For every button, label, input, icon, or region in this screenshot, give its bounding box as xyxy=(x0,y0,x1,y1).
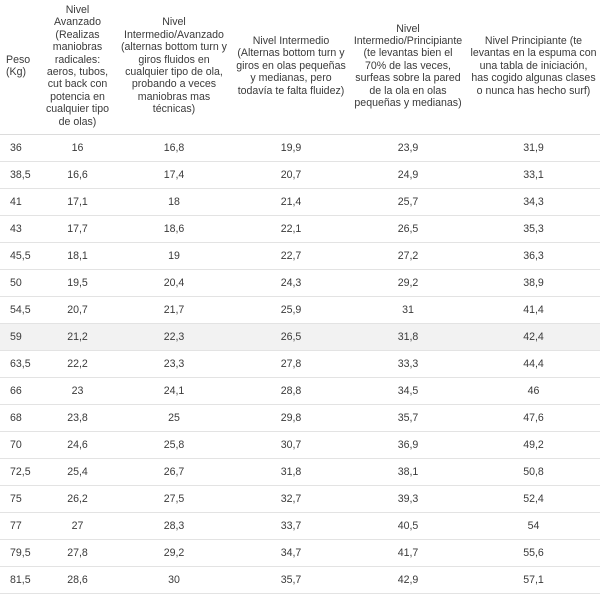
cell-intermedio-avanzado: 17,4 xyxy=(115,162,233,189)
cell-peso: 54,5 xyxy=(0,297,40,324)
cell-peso: 50 xyxy=(0,270,40,297)
cell-avanzado: 16,6 xyxy=(40,162,115,189)
cell-principiante: 46 xyxy=(467,378,600,405)
header-nivel-principiante: Nivel Principiante (te levantas en la espuma con una tabla de iniciación, has cogido algunas clases o nunca has hecho surf) xyxy=(467,0,600,135)
cell-intermedio-principiante: 42,9 xyxy=(349,567,467,594)
cell-peso: 75 xyxy=(0,486,40,513)
cell-intermedio-avanzado: 16,8 xyxy=(115,135,233,162)
cell-intermedio-principiante: 27,2 xyxy=(349,243,467,270)
header-nivel-intermedio: Nivel Intermedio (Alternas bottom turn y giros en olas pequeñas y medianas, pero todavía te falta fluidez) xyxy=(233,0,349,135)
header-nivel-intermedio-principiante: Nivel Intermedio/Principiante (te levantas bien el 70% de las veces, surfeas sobre la pared de la ola en olas pequeñas y medianas) xyxy=(349,0,467,135)
cell-intermedio: 22,7 xyxy=(233,243,349,270)
table-row xyxy=(0,513,600,540)
cell-intermedio-principiante: 34,5 xyxy=(349,378,467,405)
cell-intermedio-avanzado: 18 xyxy=(115,189,233,216)
header-peso: Peso (Kg) xyxy=(0,0,40,135)
cell-peso: 41 xyxy=(0,189,40,216)
header-nivel-avanzado: Nivel Avanzado (Realizas maniobras radicales: aeros, tubos, cut back con potencia en cualquier tipo de olas) xyxy=(40,0,115,135)
cell-intermedio: 19,9 xyxy=(233,135,349,162)
cell-intermedio-principiante: 25,7 xyxy=(349,189,467,216)
cell-peso: 79,5 xyxy=(0,540,40,567)
cell-principiante: 31,9 xyxy=(467,135,600,162)
cell-avanzado: 27,8 xyxy=(40,540,115,567)
cell-peso: 66 xyxy=(0,378,40,405)
cell-intermedio-avanzado: 23,3 xyxy=(115,351,233,378)
cell-principiante: 41,4 xyxy=(467,297,600,324)
header-row xyxy=(0,0,600,135)
cell-intermedio: 20,7 xyxy=(233,162,349,189)
cell-intermedio-avanzado: 25,8 xyxy=(115,432,233,459)
cell-peso: 43 xyxy=(0,216,40,243)
cell-intermedio: 33,7 xyxy=(233,513,349,540)
cell-principiante: 50,8 xyxy=(467,459,600,486)
cell-avanzado: 21,2 xyxy=(40,324,115,351)
cell-peso: 68 xyxy=(0,405,40,432)
cell-intermedio: 30,7 xyxy=(233,432,349,459)
table-header xyxy=(0,0,600,135)
table-row xyxy=(0,567,600,594)
cell-peso: 70 xyxy=(0,432,40,459)
cell-intermedio-principiante: 31 xyxy=(349,297,467,324)
cell-intermedio-principiante: 40,5 xyxy=(349,513,467,540)
cell-intermedio: 24,3 xyxy=(233,270,349,297)
cell-avanzado: 20,7 xyxy=(40,297,115,324)
cell-intermedio: 21,4 xyxy=(233,189,349,216)
cell-intermedio: 26,5 xyxy=(233,324,349,351)
cell-avanzado: 23 xyxy=(40,378,115,405)
cell-intermedio-avanzado: 24,1 xyxy=(115,378,233,405)
cell-peso: 38,5 xyxy=(0,162,40,189)
cell-intermedio-avanzado: 29,2 xyxy=(115,540,233,567)
cell-principiante: 52,4 xyxy=(467,486,600,513)
cell-principiante: 47,6 xyxy=(467,405,600,432)
cell-avanzado: 18,1 xyxy=(40,243,115,270)
cell-peso: 63,5 xyxy=(0,351,40,378)
table-row xyxy=(0,378,600,405)
cell-intermedio-avanzado: 22,3 xyxy=(115,324,233,351)
cell-intermedio: 31,8 xyxy=(233,459,349,486)
cell-intermedio-avanzado: 18,6 xyxy=(115,216,233,243)
cell-principiante: 33,1 xyxy=(467,162,600,189)
cell-intermedio: 35,7 xyxy=(233,567,349,594)
table-row xyxy=(0,459,600,486)
cell-avanzado: 17,1 xyxy=(40,189,115,216)
cell-intermedio-principiante: 39,3 xyxy=(349,486,467,513)
cell-intermedio: 34,7 xyxy=(233,540,349,567)
cell-intermedio-principiante: 35,7 xyxy=(349,405,467,432)
table-row xyxy=(0,324,600,351)
cell-avanzado: 16 xyxy=(40,135,115,162)
table-row xyxy=(0,351,600,378)
table-row xyxy=(0,243,600,270)
cell-intermedio-principiante: 29,2 xyxy=(349,270,467,297)
cell-principiante: 55,6 xyxy=(467,540,600,567)
header-nivel-intermedio-avanzado: Nivel Intermedio/Avanzado (alternas bottom turn y giros fluidos en cualquier tipo de ola, probando a veces maniobras mas técnicas) xyxy=(115,0,233,135)
cell-principiante: 34,3 xyxy=(467,189,600,216)
table-row xyxy=(0,486,600,513)
table-row xyxy=(0,162,600,189)
cell-intermedio-principiante: 41,7 xyxy=(349,540,467,567)
table-row xyxy=(0,432,600,459)
cell-intermedio-avanzado: 30 xyxy=(115,567,233,594)
cell-avanzado: 26,2 xyxy=(40,486,115,513)
cell-intermedio-principiante: 38,1 xyxy=(349,459,467,486)
cell-peso: 45,5 xyxy=(0,243,40,270)
cell-intermedio: 22,1 xyxy=(233,216,349,243)
cell-peso: 59 xyxy=(0,324,40,351)
table-row xyxy=(0,297,600,324)
cell-principiante: 54 xyxy=(467,513,600,540)
cell-intermedio-avanzado: 19 xyxy=(115,243,233,270)
cell-principiante: 42,4 xyxy=(467,324,600,351)
cell-intermedio-avanzado: 27,5 xyxy=(115,486,233,513)
cell-peso: 81,5 xyxy=(0,567,40,594)
cell-principiante: 35,3 xyxy=(467,216,600,243)
cell-intermedio-avanzado: 25 xyxy=(115,405,233,432)
cell-intermedio-avanzado: 20,4 xyxy=(115,270,233,297)
cell-avanzado: 22,2 xyxy=(40,351,115,378)
cell-principiante: 36,3 xyxy=(467,243,600,270)
cell-intermedio-avanzado: 28,3 xyxy=(115,513,233,540)
table-row xyxy=(0,270,600,297)
cell-intermedio-principiante: 26,5 xyxy=(349,216,467,243)
cell-intermedio-avanzado: 21,7 xyxy=(115,297,233,324)
cell-principiante: 49,2 xyxy=(467,432,600,459)
cell-principiante: 57,1 xyxy=(467,567,600,594)
cell-intermedio: 28,8 xyxy=(233,378,349,405)
cell-intermedio: 27,8 xyxy=(233,351,349,378)
cell-intermedio: 29,8 xyxy=(233,405,349,432)
cell-intermedio: 25,9 xyxy=(233,297,349,324)
cell-intermedio-principiante: 31,8 xyxy=(349,324,467,351)
table-row xyxy=(0,189,600,216)
cell-avanzado: 25,4 xyxy=(40,459,115,486)
cell-avanzado: 28,6 xyxy=(40,567,115,594)
cell-principiante: 38,9 xyxy=(467,270,600,297)
cell-intermedio-principiante: 24,9 xyxy=(349,162,467,189)
table-row xyxy=(0,405,600,432)
cell-avanzado: 24,6 xyxy=(40,432,115,459)
table-row xyxy=(0,540,600,567)
cell-intermedio-principiante: 33,3 xyxy=(349,351,467,378)
table-row xyxy=(0,216,600,243)
table-body xyxy=(0,135,600,594)
cell-peso: 72,5 xyxy=(0,459,40,486)
cell-intermedio-avanzado: 26,7 xyxy=(115,459,233,486)
cell-peso: 36 xyxy=(0,135,40,162)
cell-avanzado: 23,8 xyxy=(40,405,115,432)
cell-intermedio: 32,7 xyxy=(233,486,349,513)
cell-intermedio-principiante: 23,9 xyxy=(349,135,467,162)
cell-principiante: 44,4 xyxy=(467,351,600,378)
table-row xyxy=(0,135,600,162)
cell-avanzado: 19,5 xyxy=(40,270,115,297)
cell-avanzado: 17,7 xyxy=(40,216,115,243)
cell-avanzado: 27 xyxy=(40,513,115,540)
cell-intermedio-principiante: 36,9 xyxy=(349,432,467,459)
cell-peso: 77 xyxy=(0,513,40,540)
